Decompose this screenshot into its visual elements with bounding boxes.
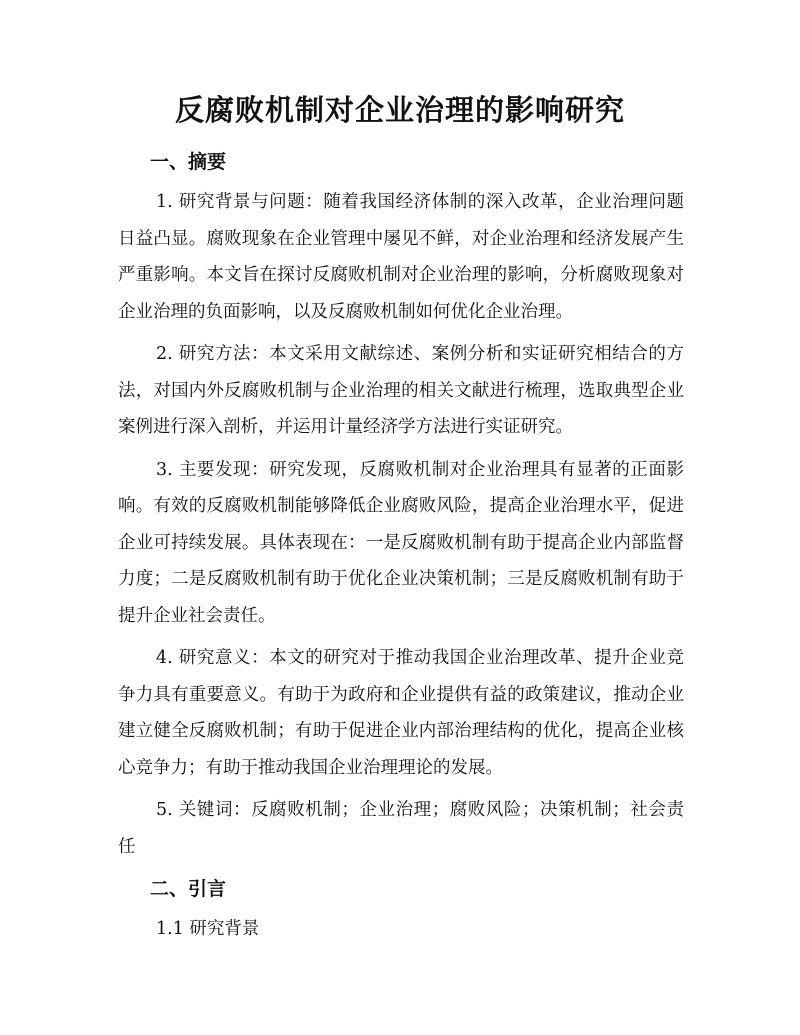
abstract-paragraph-keywords: 5. 关键词：反腐败机制；企业治理；腐败风险；决策机制；社会责任 bbox=[118, 800, 684, 857]
subsection-heading-background: 1.1 研究背景 bbox=[156, 919, 260, 939]
document-body bbox=[118, 144, 684, 948]
section-heading-abstract: 一、摘要 bbox=[150, 151, 227, 173]
section-heading-introduction: 二、引言 bbox=[150, 878, 227, 900]
abstract-paragraph-background: 1. 研究背景与问题：随着我国经济体制的深入改革，企业治理问题日益凸显。腐败现象在企业管理中屡见不鲜，对企业治理和经济发展产生严重影响。本文旨在探讨反腐败机制对企业治理的影响，分析腐败现象对企业治理的负面影响，以及反腐败机制如何优化企业治理。 bbox=[118, 192, 684, 322]
abstract-paragraph-significance: 4. 研究意义：本文的研究对于推动我国企业治理改革、提升企业竞争力具有重要意义。有助于为政府和企业提供有益的政策建议，推动企业建立健全反腐败机制；有助于促进企业内部治理结构的优化，提高企业核心竞争力；有助于推动我国企业治理理论的发展。 bbox=[118, 648, 684, 778]
abstract-paragraph-methods: 2. 研究方法：本文采用文献综述、案例分析和实证研究相结合的方法，对国内外反腐败机制与企业治理的相关文献进行梳理，选取典型企业案例进行深入剖析，并运用计量经济学方法进行实证研究。 bbox=[118, 344, 684, 437]
document-title: 反腐败机制对企业治理的影响研究 bbox=[174, 93, 625, 127]
abstract-paragraph-findings: 3. 主要发现：研究发现，反腐败机制对企业治理具有显著的正面影响。有效的反腐败机制能够降低企业腐败风险，提高企业治理水平，促进企业可持续发展。具体表现在：一是反腐败机制有助于提高企业内部监督力度；二是反腐败机制有助于优化企业决策机制；三是反腐败机制有助于提升企业社会责任。 bbox=[118, 459, 684, 626]
